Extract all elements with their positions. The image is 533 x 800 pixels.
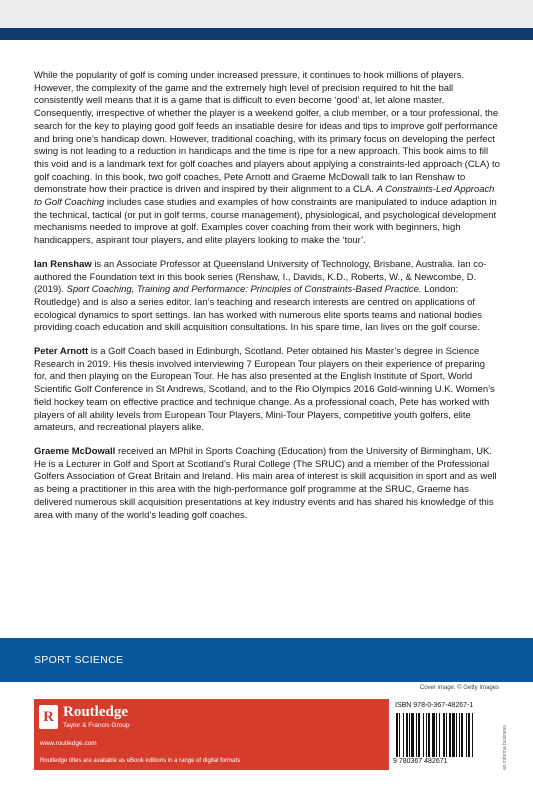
blurb: While the popularity of golf is coming under increased pressure, it continues to hook millions of players. However, the complexity of the game and the extremely high level of precision required to hit the ball consistently well means that it is a game that is difficult to even become ‘good’ at, let alone master. Consequently, irrespective of whether the player is a weekend golfer, a club member, or a tour professional, the search for the key to playing good golf feeds an insatiable desire for ideas and tips to improve golf performance and bring one’s handicap down. However, traditional coaching, with its primary focus on developing the perfect swing is not leading to a reduction in handicaps and the time is ripe for a new approach. This book aims to fill this void and is a landmark text for golf coaches and players about applying a constraints-led approach (CLA) to golf coaching. In this book, two golf coaches, Pete Arnott and Graeme McDowall talk to Ian Renshaw to demonstrate how their practice is driven and inspired by their alignment to a CLA. A Constraints-Led Approach to Golf Coaching includes case studies and examples of how constraints are manipulated to induce adaption in the technical, tactical (or put in golf terms, course management), physiological, and psychological development mechanisms needed to improve at golf. Examples cover coaching from their work with beginners, high handicappers, aspirant tour players, and elite players looking to make the ‘tour’.: [34, 70, 500, 247]
barcode-digits: 9 780367 482671: [393, 758, 448, 765]
routledge-logo-icon: R: [39, 705, 58, 729]
back-cover-text: [34, 70, 500, 533]
bio-ian-renshaw: Ian Renshaw is an Associate Professor at Queensland University of Technology, Brisbane, Australia. Ian co-authored the Foundation text in this book series (Renshaw, I., Davids, K.D., Roberts, W., & Newcombe, D. (2019). Sport Coaching, Training and Performance: Principles of Constraints-Based Practice. London: Routledge) and is also a series editor. Ian’s teaching and research interests are centred on applications of ecological dynamics to sport settings. Ian has worked with numerous elite sports teams and national bodies providing coach education and skill acquisition consultations. In his spare time, Ian lives on the golf course.: [34, 258, 487, 334]
publisher-name: Routledge: [63, 704, 128, 720]
top-stripe: [0, 28, 533, 40]
ebook-note: Routledge titles are available as eBook editions in a range of digital formats: [40, 758, 241, 764]
informa-side-text: an informa business: [502, 725, 508, 770]
publisher-url[interactable]: www.routledge.com: [40, 740, 97, 747]
isbn: ISBN 978-0-367-48267-1: [395, 702, 474, 709]
cover-credit: Cover image: © Getty Images: [419, 685, 499, 691]
bio-peter-arnott: Peter Arnott is a Golf Coach based in Edinburgh, Scotland. Peter obtained his Master’s degree in Science Research in 2019. His thesis involved interviewing 7 European Tour players on their experience of preparing for, and then playing on the European Tour. He has also presented at the English Institute of Sport, World Scientific Golf Conference in St Andrews, Scotland, and to the Rio Olympics 2016 Gold-winning U.K. Women’s field hockey team on effective practice and technique change. As a professional coach, Pete has worked with players of all ability levels from European Tour Players, Mini-Tour Players, competitive youth golfers, elite amateurs, and recreational players alike.: [34, 346, 495, 434]
publisher-subtitle: Taylor & Francis Group: [63, 722, 130, 729]
bio-graeme-mcdowall: Graeme McDowall received an MPhil in Sports Coaching (Education) from the University of Birmingham, UK. He is a Lecturer in Golf and Sport at Scotland’s Rural College (The SRUC) and a member of the Professional Golfers Association of Great Britain and Ireland. His main area of interest is skill acquisition in sport and as well as being a practitioner in this area with the high-performance golf programme at the SRUC, Graeme has delivered numerous skill acquisition presentations at key industry events and has shared his knowledge of this area with many of the world’s leading golf coaches.: [34, 445, 497, 521]
subject-label: SPORT SCIENCE: [34, 654, 124, 666]
